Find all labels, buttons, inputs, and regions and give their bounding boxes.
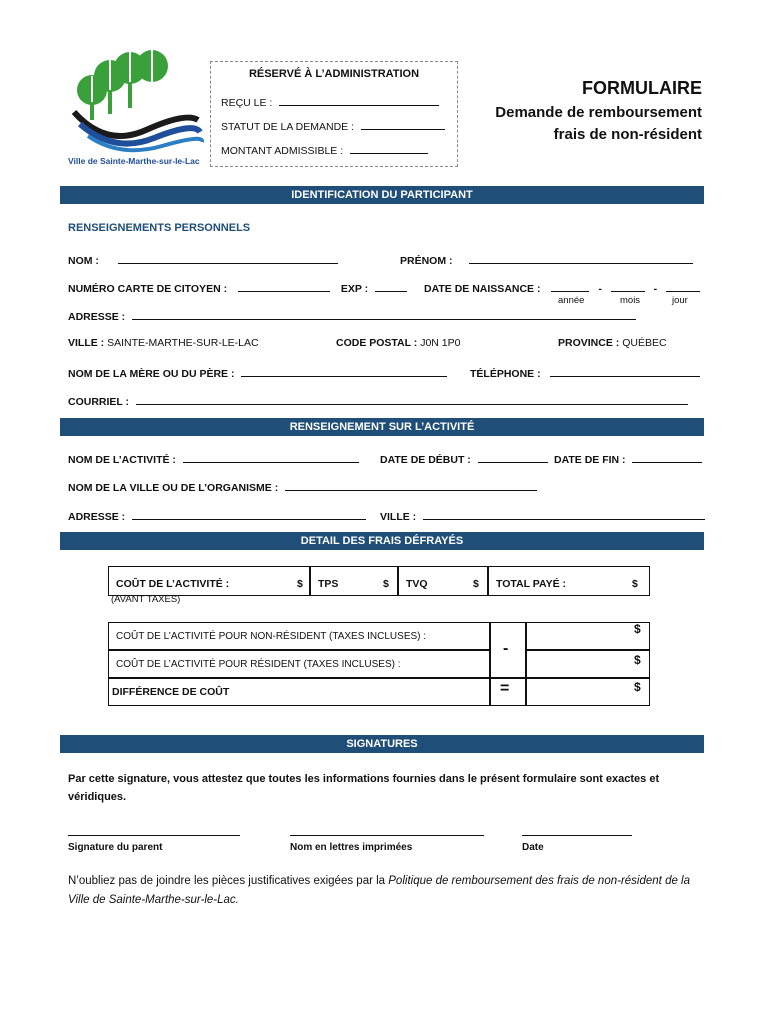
section-activite: RENSEIGNEMENT SUR L’ACTIVITÉ: [60, 418, 704, 436]
tvq-label: TVQ: [406, 578, 428, 590]
debut-label: DATE DE DÉBUT :: [380, 454, 471, 466]
form-title: FORMULAIRE: [582, 78, 702, 98]
activite-adresse-field[interactable]: [132, 508, 366, 520]
non-resident-label: COÛT DE L’ACTIVITÉ POUR NON-RÉSIDENT (TAXES INCLUSES) :: [116, 631, 427, 642]
resident-amount[interactable]: [526, 650, 650, 678]
note-end: de la Ville de Sainte-Marthe-sur-le-Lac.: [68, 875, 691, 906]
fin-field[interactable]: [632, 451, 702, 463]
signature-date-field[interactable]: [522, 824, 632, 836]
prenom-field[interactable]: [469, 252, 693, 264]
tps-label: TPS: [318, 578, 339, 590]
date-dash: -: [598, 283, 602, 295]
section-signatures: SIGNATURES: [60, 735, 704, 753]
equals-sign: =: [500, 680, 510, 697]
difference-amount[interactable]: [526, 678, 650, 706]
mois-field[interactable]: [611, 280, 645, 292]
logo-caption: Ville de Sainte-Marthe-sur-le-Lac: [68, 156, 200, 166]
annee-hint: année: [558, 295, 585, 306]
nom-label: NOM :: [68, 255, 99, 267]
montant-label: MONTANT ADMISSIBLE :: [221, 145, 344, 157]
tree-logo-icon: [66, 50, 206, 158]
personal-heading: RENSEIGNEMENTS PERSONNELS: [68, 222, 251, 234]
activite-adresse-label: ADRESSE :: [68, 511, 126, 523]
jour-field[interactable]: [666, 280, 700, 292]
cout-dollar: $: [297, 578, 303, 590]
activite-ville-field[interactable]: [423, 508, 705, 520]
montant-field[interactable]: [350, 142, 428, 154]
total-label: TOTAL PAYÉ :: [496, 578, 567, 590]
reminder-note: [68, 872, 708, 910]
statut-label: STATUT DE LA DEMANDE :: [221, 121, 355, 133]
resident-dollar: $: [634, 653, 641, 667]
difference-label: DIFFÉRENCE DE COÛT: [112, 686, 230, 698]
naissance-label: DATE DE NAISSANCE :: [424, 283, 541, 295]
difference-dollar: $: [634, 680, 641, 694]
form-subtitle-1: Demande de remboursement: [495, 104, 702, 121]
nom-imprime-field[interactable]: [290, 824, 484, 836]
signature-parent-field[interactable]: [68, 824, 240, 836]
province-value: QUÉBEC: [622, 337, 667, 349]
nom-field[interactable]: [118, 252, 338, 264]
telephone-label: TÉLÉPHONE :: [470, 368, 541, 380]
recu-label: REÇU LE :: [221, 97, 273, 109]
province-label: PROVINCE :: [558, 337, 620, 349]
organisme-label: NOM DE LA VILLE OU DE L’ORGANISME :: [68, 482, 279, 494]
mois-hint: mois: [620, 295, 641, 306]
statut-field[interactable]: [361, 118, 445, 130]
admin-title: RÉSERVÉ À L’ADMINISTRATION: [248, 68, 420, 80]
carte-label: NUMÉRO CARTE DE CITOYEN :: [68, 283, 228, 295]
fin-label: DATE DE FIN :: [554, 454, 626, 466]
courriel-label: COURRIEL :: [68, 396, 130, 408]
exp-field[interactable]: [375, 280, 407, 292]
parent-label: NOM DE LA MÈRE OU DU PÈRE :: [68, 368, 235, 380]
cp-value: J0N 1P0: [420, 337, 461, 349]
activite-nom-field[interactable]: [183, 451, 359, 463]
tps-dollar: $: [383, 578, 389, 590]
carte-field[interactable]: [238, 280, 330, 292]
jour-hint: jour: [672, 295, 688, 306]
ville-label: VILLE :: [68, 337, 105, 349]
resident-label: COÛT DE L’ACTIVITÉ POUR RÉSIDENT (TAXES INCLUSES) :: [116, 659, 401, 670]
cp-label: CODE POSTAL :: [336, 337, 418, 349]
activite-ville-label: VILLE :: [380, 511, 417, 523]
ville-value: SAINTE-MARTHE-SUR-LE-LAC: [107, 337, 259, 349]
avant-taxes-label: (AVANT TAXES): [111, 594, 181, 605]
signature-parent-label: Signature du parent: [68, 842, 163, 853]
adresse-label: ADRESSE :: [68, 311, 126, 323]
section-identification: IDENTIFICATION DU PARTICIPANT: [60, 186, 704, 204]
attestation-text: Par cette signature, vous attestez que toutes les informations fournies dans le présent formulaire sont exactes et véridiques.: [68, 773, 660, 803]
non-resident-amount[interactable]: [526, 622, 650, 650]
nom-imprime-label: Nom en lettres imprimées: [290, 842, 413, 853]
date-dash: -: [653, 283, 658, 295]
recu-field[interactable]: [279, 94, 439, 106]
note-start: N’oubliez pas de joindre les pièces justificatives exigées par la: [68, 875, 389, 887]
telephone-field[interactable]: [550, 365, 700, 377]
section-frais: DETAIL DES FRAIS DÉFRAYÉS: [60, 532, 704, 550]
note-policy: Politique de remboursement des frais de non-résident: [388, 875, 662, 887]
organisme-field[interactable]: [285, 479, 537, 491]
exp-label: EXP :: [340, 283, 369, 295]
courriel-field[interactable]: [136, 393, 688, 405]
city-logo: [66, 50, 206, 168]
adresse-field[interactable]: [132, 308, 636, 320]
debut-field[interactable]: [478, 451, 548, 463]
annee-field[interactable]: [551, 280, 589, 292]
parent-field[interactable]: [241, 365, 447, 377]
admin-box: [210, 61, 458, 167]
tvq-dollar: $: [473, 578, 479, 590]
minus-sign: -: [503, 640, 509, 657]
non-resident-dollar: $: [634, 622, 641, 636]
cout-label: COÛT DE L’ACTIVITÉ :: [116, 578, 230, 590]
signature-date-label: Date: [522, 842, 544, 853]
activite-nom-label: NOM DE L’ACTIVITÉ :: [68, 454, 176, 466]
prenom-label: PRÉNOM :: [400, 255, 453, 267]
form-subtitle-2: frais de non-résident: [553, 126, 702, 143]
total-dollar: $: [632, 578, 638, 590]
